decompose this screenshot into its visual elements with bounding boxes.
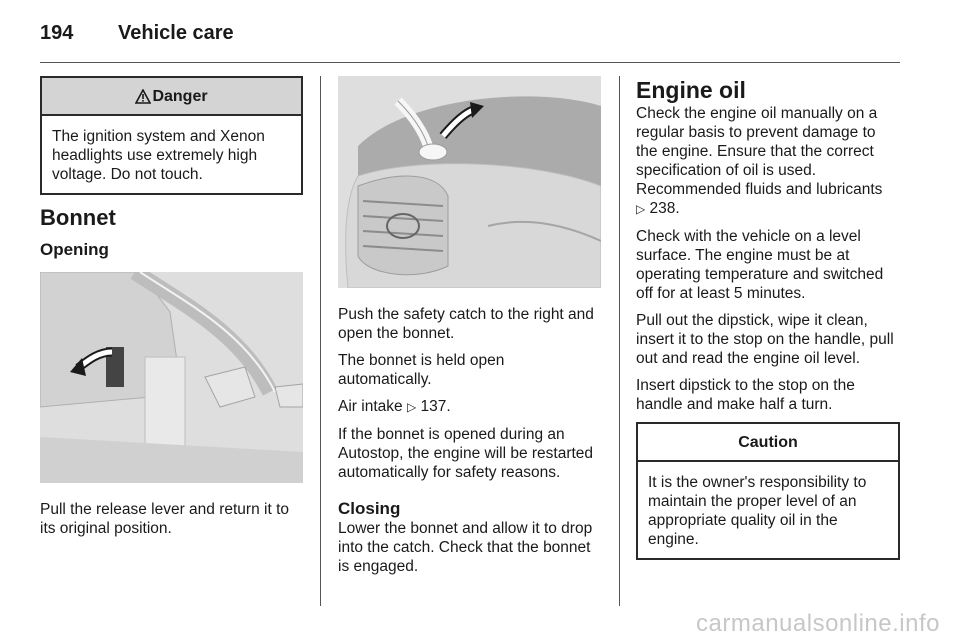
opening-step-2: Push the safety catch to the right and open the bonnet. xyxy=(338,306,594,342)
engine-oil-p3: Pull out the dipstick, wipe it clean, insert it to the stop on the handle, pull out and read the engine oil level. xyxy=(636,312,894,367)
watermark: carmanualsonline.info xyxy=(696,610,940,637)
release-lever-illustration xyxy=(40,272,303,483)
page-header xyxy=(40,18,900,62)
column-divider-1 xyxy=(320,76,321,606)
air-intake-text: Air intake xyxy=(338,398,403,415)
opening-heading: Opening xyxy=(40,240,109,259)
column-divider-2 xyxy=(619,76,620,606)
release-lever-drawing xyxy=(40,272,303,483)
engine-oil-p1-text: Check the engine oil manually on a regular basis to prevent damage to the engine. Ensure that the correct specification of oil is used. Recommended fluids and lubricants xyxy=(636,105,883,198)
danger-title: Danger xyxy=(152,87,208,105)
bonnet-heading: Bonnet xyxy=(40,205,116,230)
page-number: 194 xyxy=(40,22,74,44)
air-intake-ref xyxy=(338,397,601,417)
caution-text: It is the owner's responsibility to maintain the proper level of an appropriate quality oil in the engine. xyxy=(648,474,867,548)
bonnet-open-illustration xyxy=(338,76,601,288)
caution-box xyxy=(636,422,900,560)
closing-heading: Closing xyxy=(338,499,401,518)
opening-step-1: Pull the release lever and return it to its original position. xyxy=(40,501,289,537)
column-1 xyxy=(40,76,303,546)
bonnet-drawing xyxy=(338,76,601,288)
engine-oil-heading: Engine oil xyxy=(636,77,746,103)
column-2 xyxy=(338,76,601,584)
air-intake-page[interactable]: 137. xyxy=(420,398,451,415)
danger-box xyxy=(40,76,303,195)
header-rule xyxy=(40,62,900,63)
autostop-note: If the bonnet is opened during an Autostop, the engine will be restarted automatically for safety reasons. xyxy=(338,426,594,481)
engine-oil-p1 xyxy=(636,104,900,219)
closing-text: Lower the bonnet and allow it to drop into the catch. Check that the bonnet is engaged. xyxy=(338,520,593,575)
danger-text: The ignition system and Xenon headlights use extremely high voltage. Do not touch. xyxy=(52,128,265,183)
engine-oil-p4: Insert dipstick to the stop on the handle and make half a turn. xyxy=(636,377,855,413)
column-3 xyxy=(636,76,900,560)
danger-box-header xyxy=(42,78,301,116)
page-ref-arrow-icon: ▷ xyxy=(636,202,646,216)
warning-triangle-icon xyxy=(135,89,151,104)
page-ref-arrow-icon: ▷ xyxy=(406,400,417,414)
page-title: Vehicle care xyxy=(118,22,234,44)
opening-step-3: The bonnet is held open automatically. xyxy=(338,352,505,388)
engine-oil-p1-ref[interactable]: 238. xyxy=(649,200,680,217)
engine-oil-p2: Check with the vehicle on a level surface. The engine must be at operating temperature and switched off for at least 5 minutes. xyxy=(636,228,884,302)
caution-box-header: Caution xyxy=(638,424,898,462)
